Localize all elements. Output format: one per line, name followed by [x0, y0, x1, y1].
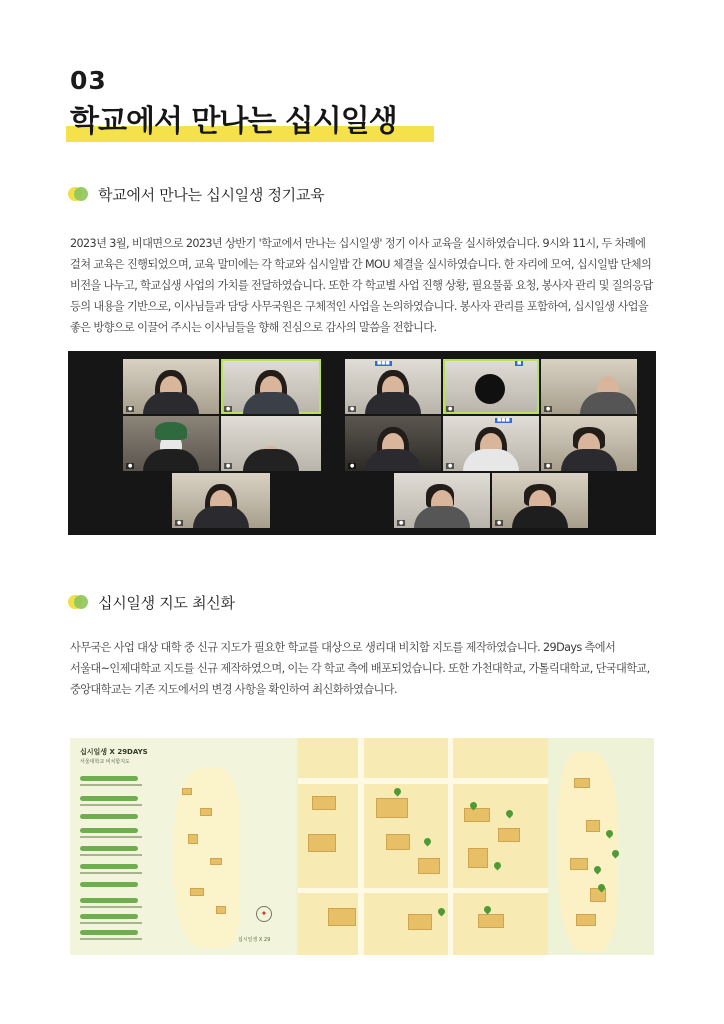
participant-tile: ●: [492, 473, 588, 528]
participant-tile: ■ ●: [443, 359, 539, 414]
paragraph-line: 서울대~인제대학교 지도를 신규 제작하였으며, 이는 각 학교 측에 배포되었습니다. 또한 가천대학교, 가톨릭대학교, 단국대학교,: [70, 662, 650, 675]
map-panel-legend: [70, 738, 296, 955]
subheading-map: [68, 592, 235, 612]
participant-tile: ■■■ ●: [345, 359, 441, 414]
map-title: 십시일생 X 29DAYS: [80, 748, 148, 756]
video-conference-photo: [68, 351, 656, 535]
participant-tile: ●: [221, 416, 321, 471]
participant-tile: ●: [123, 416, 219, 471]
participant-tile: ●: [172, 473, 270, 528]
map-subtitle: 서울대학교 비치함지도: [80, 759, 130, 765]
two-overlapping-dots-icon: [68, 186, 88, 202]
map-pin-icon: [493, 861, 503, 871]
education-paragraph: [70, 233, 656, 338]
participant-tile: ●: [541, 416, 637, 471]
participant-tile: ●: [123, 359, 219, 414]
paragraph-line: 2023년 3월, 비대면으로 2023년 상반기 '학교에서 만나는 십시일생' 정기 이사 교육을 실시하였습니다. 9시와 11시, 두 차례에: [70, 237, 646, 250]
map-pin-icon: [505, 809, 515, 819]
participant-tile: ■■■ ●: [443, 416, 539, 471]
paragraph-line: 비전을 나누고, 학교십생 사업의 가치를 전달하였습니다. 또한 각 학교별 사업 진행 상황, 필요물품 요청, 봉사자 관리 및 질의응답: [70, 279, 653, 292]
section-title: 학교에서 만나는 십시일생: [70, 104, 397, 139]
map-logo: 십시일생 X 29: [238, 937, 271, 943]
map-panel-campus: [298, 738, 548, 955]
map-pin-icon: [483, 905, 493, 915]
participant-tile: ●: [394, 473, 490, 528]
map-paragraph: [70, 637, 656, 700]
paragraph-line: 좋은 방향으로 이끌어 주시는 이사님들을 향해 진심으로 감사의 말씀을 전합니다.: [70, 321, 437, 334]
map-panel-campus-2: [550, 738, 654, 955]
campus-map-image: [70, 738, 654, 955]
paragraph-line: 등의 내용을 기반으로, 이사님들과 담당 사무국원은 구체적인 사업을 논의하였습니다. 봉사자 관리를 포함하여, 십시일생 사업을: [70, 300, 649, 313]
section-title-block: [66, 96, 436, 146]
section-number: 03: [70, 66, 107, 95]
map-pin-icon: [423, 837, 433, 847]
participant-tile: ●: [221, 359, 321, 414]
two-overlapping-dots-icon: [68, 594, 88, 610]
subheading-map-title: 십시일생 지도 최신화: [98, 593, 235, 612]
paragraph-line: 중앙대학교는 기존 지도에서의 변경 사항을 확인하여 최신화하였습니다.: [70, 683, 397, 696]
participant-tile: ●: [541, 359, 637, 414]
subheading-education-title: 학교에서 만나는 십시일생 정기교육: [98, 185, 325, 204]
map-pin-icon: [393, 787, 403, 797]
participant-tile: ●: [345, 416, 441, 471]
map-pin-icon: [437, 907, 447, 917]
paragraph-line: 걸쳐 교육은 진행되었으며, 교육 말미에는 각 학교와 십시일밥 간 MOU 체결을 실시하였습니다. 한 자리에 모여, 십시일밥 단체의: [70, 258, 652, 271]
paragraph-line: 사무국은 사업 대상 대학 중 신규 지도가 필요한 학교를 대상으로 생리대 비치함 지도를 제작하였습니다. 29Days 측에서: [70, 641, 616, 654]
compass-icon: ✦: [256, 906, 272, 922]
subheading-education: [68, 184, 324, 204]
